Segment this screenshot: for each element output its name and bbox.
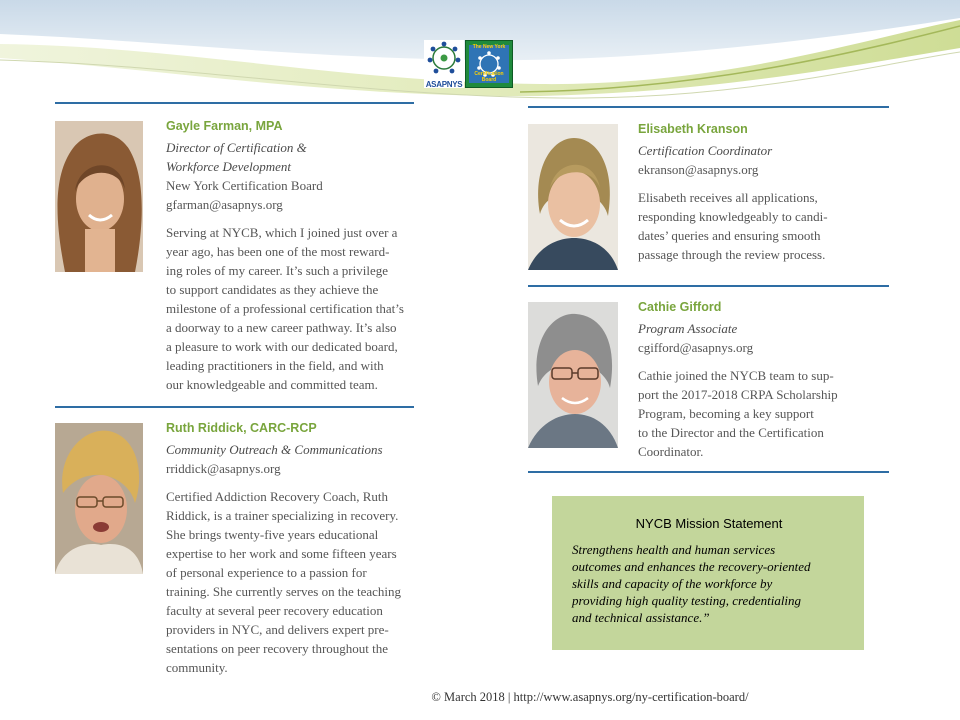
desc-line: to support candidates as they achieve the bbox=[166, 282, 379, 297]
desc-line: Riddick, is a trainer specializing in recovery. bbox=[166, 508, 399, 523]
asapnys-logo bbox=[424, 40, 464, 88]
desc-line: a doorway to a new career pathway. It’s also bbox=[166, 320, 397, 335]
divider-rule bbox=[528, 285, 889, 287]
mission-line: providing high quality testing, credentialing bbox=[572, 593, 802, 608]
staff-description bbox=[638, 366, 888, 461]
staff-bio-elisabeth-kranson bbox=[638, 120, 888, 264]
divider-rule bbox=[55, 102, 414, 104]
staff-photo-gayle-farman bbox=[55, 121, 143, 272]
header-logos bbox=[424, 40, 512, 88]
desc-line: to the Director and the Certification bbox=[638, 425, 824, 440]
staff-bio-ruth-riddick bbox=[166, 419, 416, 677]
desc-line: milestone of a professional certification that’s bbox=[166, 301, 404, 316]
staff-role: Community Outreach & Communications bbox=[166, 442, 383, 457]
staff-email: gfarman@asapnys.org bbox=[166, 197, 283, 212]
desc-line: of personal experience to a passion for bbox=[166, 565, 367, 580]
desc-line: Program, becoming a key support bbox=[638, 406, 814, 421]
footer-copyright: © March 2018 | http://www.asapnys.org/ny-certification-board/ bbox=[431, 690, 749, 704]
mission-line: outcomes and enhances the recovery-oriented bbox=[572, 559, 811, 574]
staff-photo-ruth-riddick bbox=[55, 423, 143, 574]
desc-line: a pleasure to work with our dedicated board, bbox=[166, 339, 398, 354]
mission-line: and technical assistance.” bbox=[572, 610, 710, 625]
staff-photo-cathie-gifford bbox=[528, 302, 618, 448]
staff-bio-cathie-gifford bbox=[638, 298, 888, 461]
desc-line: Certified Addiction Recovery Coach, Ruth bbox=[166, 489, 389, 504]
board-logo-top-text: The New York bbox=[472, 44, 506, 50]
staff-name: Gayle Farman, MPA bbox=[166, 119, 283, 133]
mission-line: Strengthens health and human services bbox=[572, 542, 776, 557]
desc-line: providers in NYC, and delivers expert pre- bbox=[166, 622, 389, 637]
desc-line: dates’ queries and ensuring smooth bbox=[638, 228, 821, 243]
desc-line: expertise to her work and some fifteen years bbox=[166, 546, 397, 561]
desc-line: sentations on peer recovery throughout the bbox=[166, 641, 389, 656]
divider-rule bbox=[528, 471, 889, 473]
desc-line: Elisabeth receives all applications, bbox=[638, 190, 818, 205]
staff-name: Cathie Gifford bbox=[638, 300, 722, 314]
desc-line: Serving at NYCB, which I joined just over a bbox=[166, 225, 398, 240]
staff-email: rriddick@asapnys.org bbox=[166, 461, 281, 476]
mission-text bbox=[572, 541, 854, 626]
desc-line: ing roles of my career. It’s such a privilege bbox=[166, 263, 389, 278]
staff-description bbox=[166, 487, 416, 677]
mission-statement-box bbox=[552, 496, 864, 650]
staff-role-line: Workforce Development bbox=[166, 159, 292, 174]
staff-photo-elisabeth-kranson bbox=[528, 124, 618, 270]
staff-name: Elisabeth Kranson bbox=[638, 122, 748, 136]
desc-line: port the 2017-2018 CRPA Scholarship bbox=[638, 387, 838, 402]
mission-title: NYCB Mission Statement bbox=[635, 516, 783, 531]
asapnys-logo-text: ASAPNYS bbox=[425, 80, 463, 89]
desc-line: leading practitioners in the field, and with bbox=[166, 358, 384, 373]
certification-board-logo bbox=[465, 40, 513, 88]
divider-rule bbox=[55, 406, 414, 408]
staff-bio-gayle-farman bbox=[166, 117, 416, 394]
desc-line: responding knowledgeably to candi- bbox=[638, 209, 828, 224]
staff-organization: New York Certification Board bbox=[166, 178, 323, 193]
staff-email: cgifford@asapnys.org bbox=[638, 340, 754, 355]
staff-email: ekranson@asapnys.org bbox=[638, 162, 759, 177]
staff-role: Program Associate bbox=[638, 321, 738, 336]
desc-line: Coordinator. bbox=[638, 444, 704, 459]
desc-line: passage through the review process. bbox=[638, 247, 826, 262]
desc-line: faculty at several peer recovery education bbox=[166, 603, 383, 618]
staff-name: Ruth Riddick, CARC-RCP bbox=[166, 421, 317, 435]
divider-rule bbox=[528, 106, 889, 108]
desc-line: training. She currently serves on the teaching bbox=[166, 584, 402, 599]
mission-line: skills and capacity of the workforce by bbox=[572, 576, 773, 591]
desc-line: our knowledgeable and committed team. bbox=[166, 377, 378, 392]
staff-description bbox=[638, 188, 888, 264]
asapnys-people-circle-icon bbox=[424, 40, 464, 78]
desc-line: year ago, has been one of the most reward- bbox=[166, 244, 390, 259]
desc-line: community. bbox=[166, 660, 228, 675]
board-logo-bottom-text: Certification Board bbox=[474, 71, 504, 83]
staff-description bbox=[166, 223, 416, 394]
desc-line: Cathie joined the NYCB team to sup- bbox=[638, 368, 834, 383]
staff-role-line: Director of Certification & bbox=[166, 140, 307, 155]
desc-line: She brings twenty-five years educational bbox=[166, 527, 379, 542]
staff-role: Certification Coordinator bbox=[638, 143, 773, 158]
